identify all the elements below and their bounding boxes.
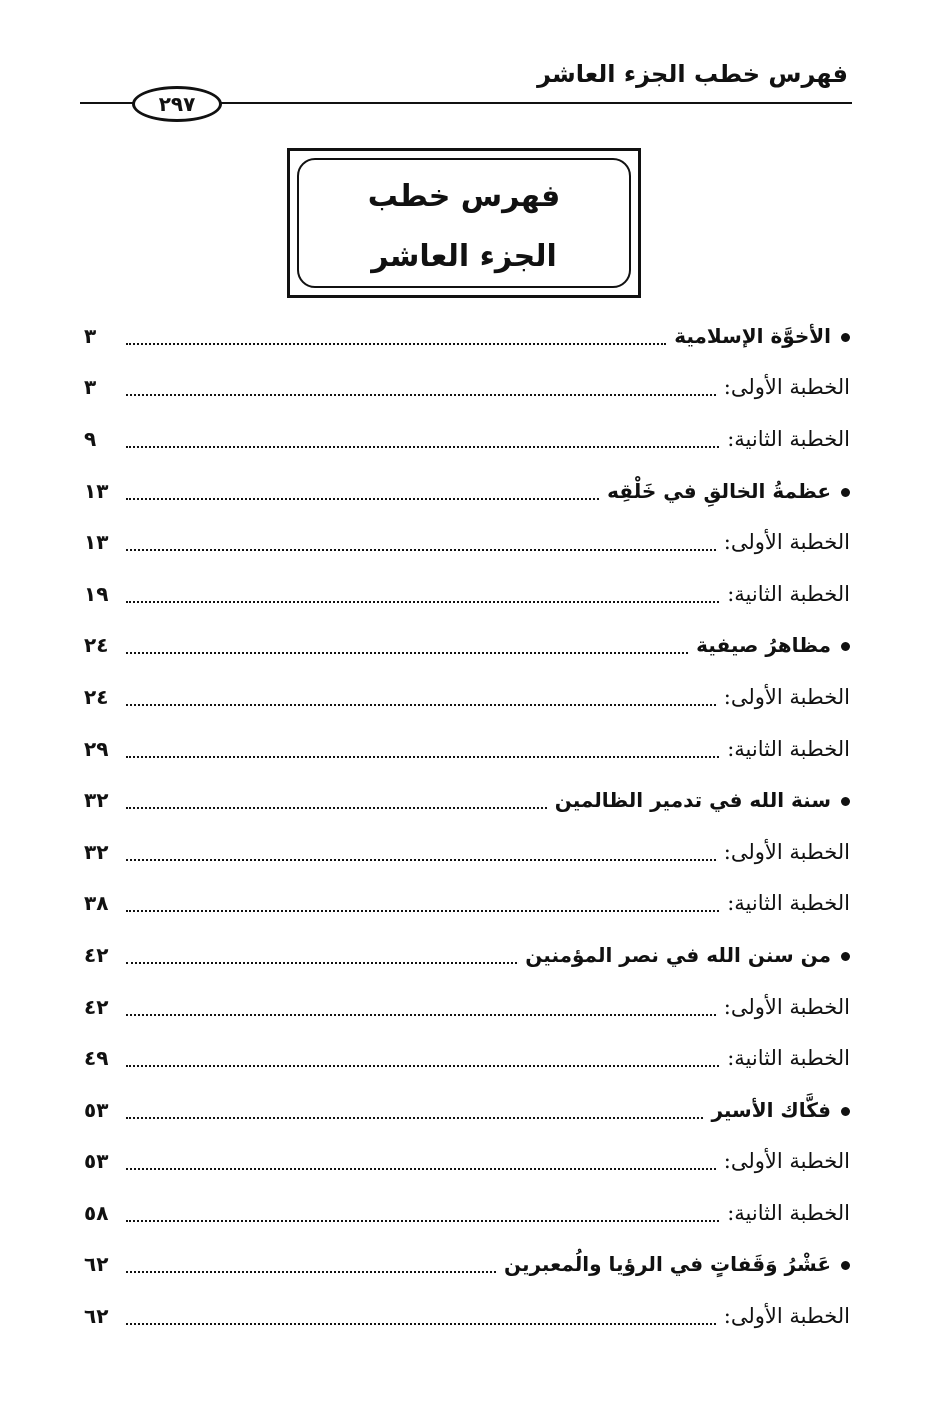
toc-entry-label: الخطبة الأولى: xyxy=(723,994,850,1019)
toc-section-row xyxy=(84,1239,850,1291)
toc-subentry-row xyxy=(84,671,850,723)
toc-entry-label: الخطبة الثانية: xyxy=(727,891,850,916)
toc-subentry-title xyxy=(724,1304,850,1328)
toc-subentry-title xyxy=(724,685,850,709)
toc-entry-label: الخطبة الأولى: xyxy=(723,839,850,864)
toc-subentry-row xyxy=(84,878,850,930)
toc-entry-label: عَشْرُ وَقَفاتٍ في الرؤيا والُمعبرين xyxy=(503,1252,831,1277)
toc-section-row xyxy=(84,929,850,981)
toc-entry-label: الخطبة الثانية: xyxy=(727,581,850,606)
toc-entry-label: سنة الله في تدمير الظالمين xyxy=(554,788,831,813)
toc-page-number: ٣٨ xyxy=(84,891,109,916)
toc-subentry-title xyxy=(727,1201,850,1225)
toc-section-title xyxy=(696,633,850,657)
toc-subentry-row xyxy=(84,413,850,465)
toc-entry-label: الخطبة الأولى: xyxy=(723,1149,850,1174)
title-line-2: الجزء العاشر xyxy=(371,239,557,274)
toc-section-row xyxy=(84,774,850,826)
toc-page-number: ١٣ xyxy=(84,478,109,503)
dot-leader xyxy=(126,1220,719,1222)
toc-page-number: ٢٤ xyxy=(84,684,109,709)
toc-entry-label: الخطبة الأولى: xyxy=(723,530,850,555)
toc-subentry-row xyxy=(84,1187,850,1239)
toc-page-number: ٣٢ xyxy=(84,839,109,864)
toc-page-number: ٥٣ xyxy=(84,1097,109,1122)
toc-entry-label: الخطبة الأولى: xyxy=(723,1304,850,1329)
toc-page-number: ٤٩ xyxy=(84,1046,109,1071)
dot-leader xyxy=(126,1065,719,1067)
table-of-contents xyxy=(84,310,850,1342)
toc-subentry-row xyxy=(84,568,850,620)
toc-entry-label: الخطبة الثانية: xyxy=(727,1200,850,1225)
toc-subentry-title xyxy=(727,1046,850,1070)
toc-entry-label: الخطبة الثانية: xyxy=(727,426,850,451)
bullet-icon xyxy=(841,1107,850,1116)
toc-entry-label: فكَّاك الأسير xyxy=(711,1097,831,1122)
page-number: ٢٩٧ xyxy=(132,86,222,122)
running-title: فهرس خطب الجزء العاشر xyxy=(537,60,848,88)
toc-subentry-row xyxy=(84,1290,850,1342)
toc-page-number: ٦٢ xyxy=(84,1252,109,1277)
toc-subentry-row xyxy=(84,1032,850,1084)
dot-leader xyxy=(126,498,599,500)
toc-entry-label: عظمةُ الخالقِ في خَلْقِه xyxy=(607,478,831,503)
toc-entry-label: الخطبة الأولى: xyxy=(723,684,850,709)
toc-entry-label: الخطبة الأولى: xyxy=(723,375,850,400)
toc-subentry-row xyxy=(84,362,850,414)
toc-section-title xyxy=(555,788,850,812)
toc-subentry-title xyxy=(727,427,850,451)
toc-page-number: ٩ xyxy=(84,426,97,451)
toc-entry-label: من سنن الله في نصر المؤمنين xyxy=(525,942,831,967)
dot-leader xyxy=(126,859,716,861)
toc-subentry-row xyxy=(84,1136,850,1188)
toc-subentry-title xyxy=(724,995,850,1019)
toc-subentry-title xyxy=(724,530,850,554)
toc-subentry-row xyxy=(84,723,850,775)
toc-page-number: ٢٤ xyxy=(84,633,109,658)
toc-section-title xyxy=(525,943,850,967)
bullet-icon xyxy=(841,952,850,961)
toc-section-row xyxy=(84,465,850,517)
toc-page-number: ٣ xyxy=(84,323,97,348)
dot-leader xyxy=(126,704,716,706)
toc-page-number: ٦٢ xyxy=(84,1304,109,1329)
dot-leader xyxy=(126,601,719,603)
toc-section-title xyxy=(607,479,850,503)
bullet-icon xyxy=(841,488,850,497)
toc-page-number: ١٩ xyxy=(84,581,109,606)
toc-page-number: ٤٢ xyxy=(84,942,109,967)
toc-section-row xyxy=(84,310,850,362)
toc-subentry-title xyxy=(724,375,850,399)
toc-subentry-row xyxy=(84,981,850,1033)
toc-subentry-title xyxy=(727,582,850,606)
dot-leader xyxy=(126,1323,716,1325)
toc-subentry-title xyxy=(724,840,850,864)
bullet-icon xyxy=(841,797,850,806)
dot-leader xyxy=(126,343,666,345)
toc-section-row xyxy=(84,1084,850,1136)
toc-subentry-title xyxy=(727,737,850,761)
toc-subentry-title xyxy=(724,1149,850,1173)
dot-leader xyxy=(126,1271,496,1273)
dot-leader xyxy=(126,549,716,551)
toc-subentry-row xyxy=(84,826,850,878)
title-line-1: فهرس خطب xyxy=(367,179,561,214)
dot-leader xyxy=(126,962,517,964)
toc-page-number: ٣ xyxy=(84,375,97,400)
dot-leader xyxy=(126,394,716,396)
dot-leader xyxy=(126,1117,703,1119)
bullet-icon xyxy=(841,333,850,342)
toc-page-number: ٤٢ xyxy=(84,994,109,1019)
dot-leader xyxy=(126,756,719,758)
toc-page-number: ٥٣ xyxy=(84,1149,109,1174)
title-box xyxy=(287,148,641,298)
dot-leader xyxy=(126,446,719,448)
dot-leader xyxy=(126,910,719,912)
toc-subentry-title xyxy=(727,891,850,915)
toc-section-title xyxy=(711,1098,850,1122)
toc-subentry-row xyxy=(84,516,850,568)
toc-section-title xyxy=(674,324,850,348)
toc-entry-label: الأخوَّة الإسلامية xyxy=(674,323,831,348)
dot-leader xyxy=(126,652,688,654)
dot-leader xyxy=(126,1168,716,1170)
bullet-icon xyxy=(841,1261,850,1270)
toc-entry-label: مظاهرُ صيفية xyxy=(696,633,831,658)
toc-entry-label: الخطبة الثانية: xyxy=(727,736,850,761)
dot-leader xyxy=(126,807,547,809)
bullet-icon xyxy=(841,642,850,651)
toc-page-number: ٥٨ xyxy=(84,1200,109,1225)
toc-section-title xyxy=(504,1252,850,1276)
toc-page-number: ١٣ xyxy=(84,530,109,555)
toc-page-number: ٢٩ xyxy=(84,736,109,761)
toc-page-number: ٣٢ xyxy=(84,788,109,813)
toc-section-row xyxy=(84,620,850,672)
toc-entry-label: الخطبة الثانية: xyxy=(727,1046,850,1071)
dot-leader xyxy=(126,1014,716,1016)
